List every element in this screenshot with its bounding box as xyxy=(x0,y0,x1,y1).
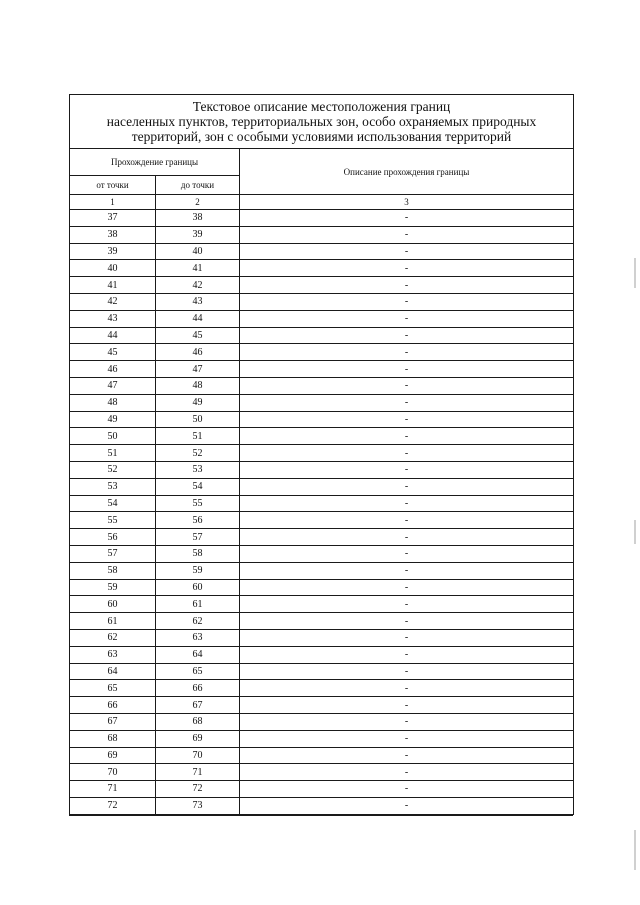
cell-to: 59 xyxy=(156,562,240,579)
table-row xyxy=(70,629,574,646)
cell-from: 42 xyxy=(70,293,156,310)
cell-desc: - xyxy=(240,310,574,327)
cell-from: 67 xyxy=(70,713,156,730)
cell-to: 72 xyxy=(156,781,240,798)
cell-to: 58 xyxy=(156,545,240,562)
cell-from: 61 xyxy=(70,613,156,630)
cell-to: 60 xyxy=(156,579,240,596)
cell-desc: - xyxy=(240,596,574,613)
title-line-2: населенных пунктов, территориальных зон, особо охраняемых природных xyxy=(106,114,537,129)
cell-from: 45 xyxy=(70,344,156,361)
cell-desc: - xyxy=(240,663,574,680)
column-number: 1 xyxy=(70,195,156,210)
scan-mark xyxy=(634,258,636,288)
cell-desc: - xyxy=(240,629,574,646)
scan-mark xyxy=(634,830,636,870)
table-row xyxy=(70,797,574,814)
cell-to: 56 xyxy=(156,512,240,529)
cell-to: 52 xyxy=(156,445,240,462)
header-from-point: от точки xyxy=(70,176,156,195)
cell-desc: - xyxy=(240,277,574,294)
cell-to: 65 xyxy=(156,663,240,680)
table-row xyxy=(70,310,574,327)
cell-to: 42 xyxy=(156,277,240,294)
table-row xyxy=(70,344,574,361)
table-row xyxy=(70,428,574,445)
cell-to: 39 xyxy=(156,226,240,243)
cell-from: 46 xyxy=(70,361,156,378)
cell-desc: - xyxy=(240,428,574,445)
cell-desc: - xyxy=(240,361,574,378)
cell-from: 39 xyxy=(70,243,156,260)
cell-to: 57 xyxy=(156,529,240,546)
cell-desc: - xyxy=(240,730,574,747)
cell-to: 40 xyxy=(156,243,240,260)
header-description: Описание прохождения границы xyxy=(240,149,574,195)
column-number: 2 xyxy=(156,195,240,210)
table-row xyxy=(70,361,574,378)
cell-from: 64 xyxy=(70,663,156,680)
title-line-1: Текстовое описание местоположения границ xyxy=(192,99,451,114)
cell-from: 53 xyxy=(70,478,156,495)
table-row xyxy=(70,293,574,310)
cell-desc: - xyxy=(240,545,574,562)
cell-to: 66 xyxy=(156,680,240,697)
cell-desc: - xyxy=(240,411,574,428)
table-row xyxy=(70,495,574,512)
cell-to: 48 xyxy=(156,377,240,394)
cell-from: 72 xyxy=(70,797,156,814)
cell-from: 50 xyxy=(70,428,156,445)
column-number-row xyxy=(70,195,574,210)
cell-from: 69 xyxy=(70,747,156,764)
cell-to: 50 xyxy=(156,411,240,428)
cell-from: 66 xyxy=(70,697,156,714)
table-row xyxy=(70,579,574,596)
cell-to: 47 xyxy=(156,361,240,378)
cell-desc: - xyxy=(240,394,574,411)
table-row xyxy=(70,394,574,411)
cell-to: 71 xyxy=(156,764,240,781)
cell-to: 70 xyxy=(156,747,240,764)
table-row xyxy=(70,613,574,630)
cell-from: 52 xyxy=(70,461,156,478)
cell-to: 61 xyxy=(156,596,240,613)
table-row xyxy=(70,730,574,747)
table-row xyxy=(70,764,574,781)
cell-from: 59 xyxy=(70,579,156,596)
table-row xyxy=(70,210,574,227)
document-title xyxy=(70,95,574,149)
cell-desc: - xyxy=(240,260,574,277)
table-row xyxy=(70,680,574,697)
cell-desc: - xyxy=(240,697,574,714)
cell-desc: - xyxy=(240,579,574,596)
cell-from: 60 xyxy=(70,596,156,613)
table-row xyxy=(70,663,574,680)
table-row xyxy=(70,781,574,798)
cell-desc: - xyxy=(240,445,574,462)
cell-to: 73 xyxy=(156,797,240,814)
cell-from: 70 xyxy=(70,764,156,781)
table-row xyxy=(70,747,574,764)
cell-to: 62 xyxy=(156,613,240,630)
cell-to: 46 xyxy=(156,344,240,361)
cell-to: 41 xyxy=(156,260,240,277)
table-row xyxy=(70,529,574,546)
title-line-3: территорий, зон с особыми условиями использования территорий xyxy=(131,129,512,144)
cell-to: 63 xyxy=(156,629,240,646)
table-body xyxy=(70,210,574,815)
cell-to: 43 xyxy=(156,293,240,310)
cell-desc: - xyxy=(240,327,574,344)
cell-from: 37 xyxy=(70,210,156,227)
boundary-description-table xyxy=(69,94,574,815)
cell-desc: - xyxy=(240,713,574,730)
table-row xyxy=(70,512,574,529)
scan-mark xyxy=(634,520,636,544)
cell-desc: - xyxy=(240,377,574,394)
cell-desc: - xyxy=(240,613,574,630)
cell-desc: - xyxy=(240,529,574,546)
cell-desc: - xyxy=(240,210,574,227)
cell-from: 55 xyxy=(70,512,156,529)
cell-desc: - xyxy=(240,461,574,478)
bottom-rule xyxy=(69,815,573,816)
cell-from: 47 xyxy=(70,377,156,394)
cell-desc: - xyxy=(240,478,574,495)
cell-to: 51 xyxy=(156,428,240,445)
column-number: 3 xyxy=(240,195,574,210)
cell-to: 68 xyxy=(156,713,240,730)
cell-from: 58 xyxy=(70,562,156,579)
table-row xyxy=(70,545,574,562)
cell-from: 68 xyxy=(70,730,156,747)
table-row xyxy=(70,461,574,478)
cell-desc: - xyxy=(240,646,574,663)
cell-from: 38 xyxy=(70,226,156,243)
table-row xyxy=(70,445,574,462)
cell-to: 67 xyxy=(156,697,240,714)
cell-from: 44 xyxy=(70,327,156,344)
cell-desc: - xyxy=(240,344,574,361)
table-row xyxy=(70,277,574,294)
cell-to: 49 xyxy=(156,394,240,411)
cell-desc: - xyxy=(240,764,574,781)
cell-from: 63 xyxy=(70,646,156,663)
cell-desc: - xyxy=(240,747,574,764)
cell-from: 57 xyxy=(70,545,156,562)
table-row xyxy=(70,377,574,394)
cell-to: 45 xyxy=(156,327,240,344)
table-row xyxy=(70,226,574,243)
cell-from: 54 xyxy=(70,495,156,512)
cell-to: 64 xyxy=(156,646,240,663)
cell-desc: - xyxy=(240,797,574,814)
cell-to: 69 xyxy=(156,730,240,747)
cell-from: 62 xyxy=(70,629,156,646)
table-row xyxy=(70,243,574,260)
cell-desc: - xyxy=(240,495,574,512)
cell-to: 53 xyxy=(156,461,240,478)
table-row xyxy=(70,327,574,344)
cell-desc: - xyxy=(240,781,574,798)
cell-desc: - xyxy=(240,512,574,529)
cell-from: 48 xyxy=(70,394,156,411)
table-row xyxy=(70,260,574,277)
table-row xyxy=(70,411,574,428)
table-row xyxy=(70,713,574,730)
table-row xyxy=(70,562,574,579)
cell-from: 49 xyxy=(70,411,156,428)
cell-from: 40 xyxy=(70,260,156,277)
cell-desc: - xyxy=(240,680,574,697)
cell-from: 65 xyxy=(70,680,156,697)
table-row xyxy=(70,697,574,714)
cell-desc: - xyxy=(240,243,574,260)
cell-to: 55 xyxy=(156,495,240,512)
cell-to: 44 xyxy=(156,310,240,327)
cell-desc: - xyxy=(240,562,574,579)
header-to-point: до точки xyxy=(156,176,240,195)
cell-to: 54 xyxy=(156,478,240,495)
cell-from: 43 xyxy=(70,310,156,327)
cell-desc: - xyxy=(240,226,574,243)
cell-from: 71 xyxy=(70,781,156,798)
header-boundary-passage: Прохождение границы xyxy=(70,149,240,176)
cell-from: 51 xyxy=(70,445,156,462)
cell-from: 56 xyxy=(70,529,156,546)
cell-to: 38 xyxy=(156,210,240,227)
cell-from: 41 xyxy=(70,277,156,294)
table-row xyxy=(70,596,574,613)
table-row xyxy=(70,646,574,663)
cell-desc: - xyxy=(240,293,574,310)
table-row xyxy=(70,478,574,495)
